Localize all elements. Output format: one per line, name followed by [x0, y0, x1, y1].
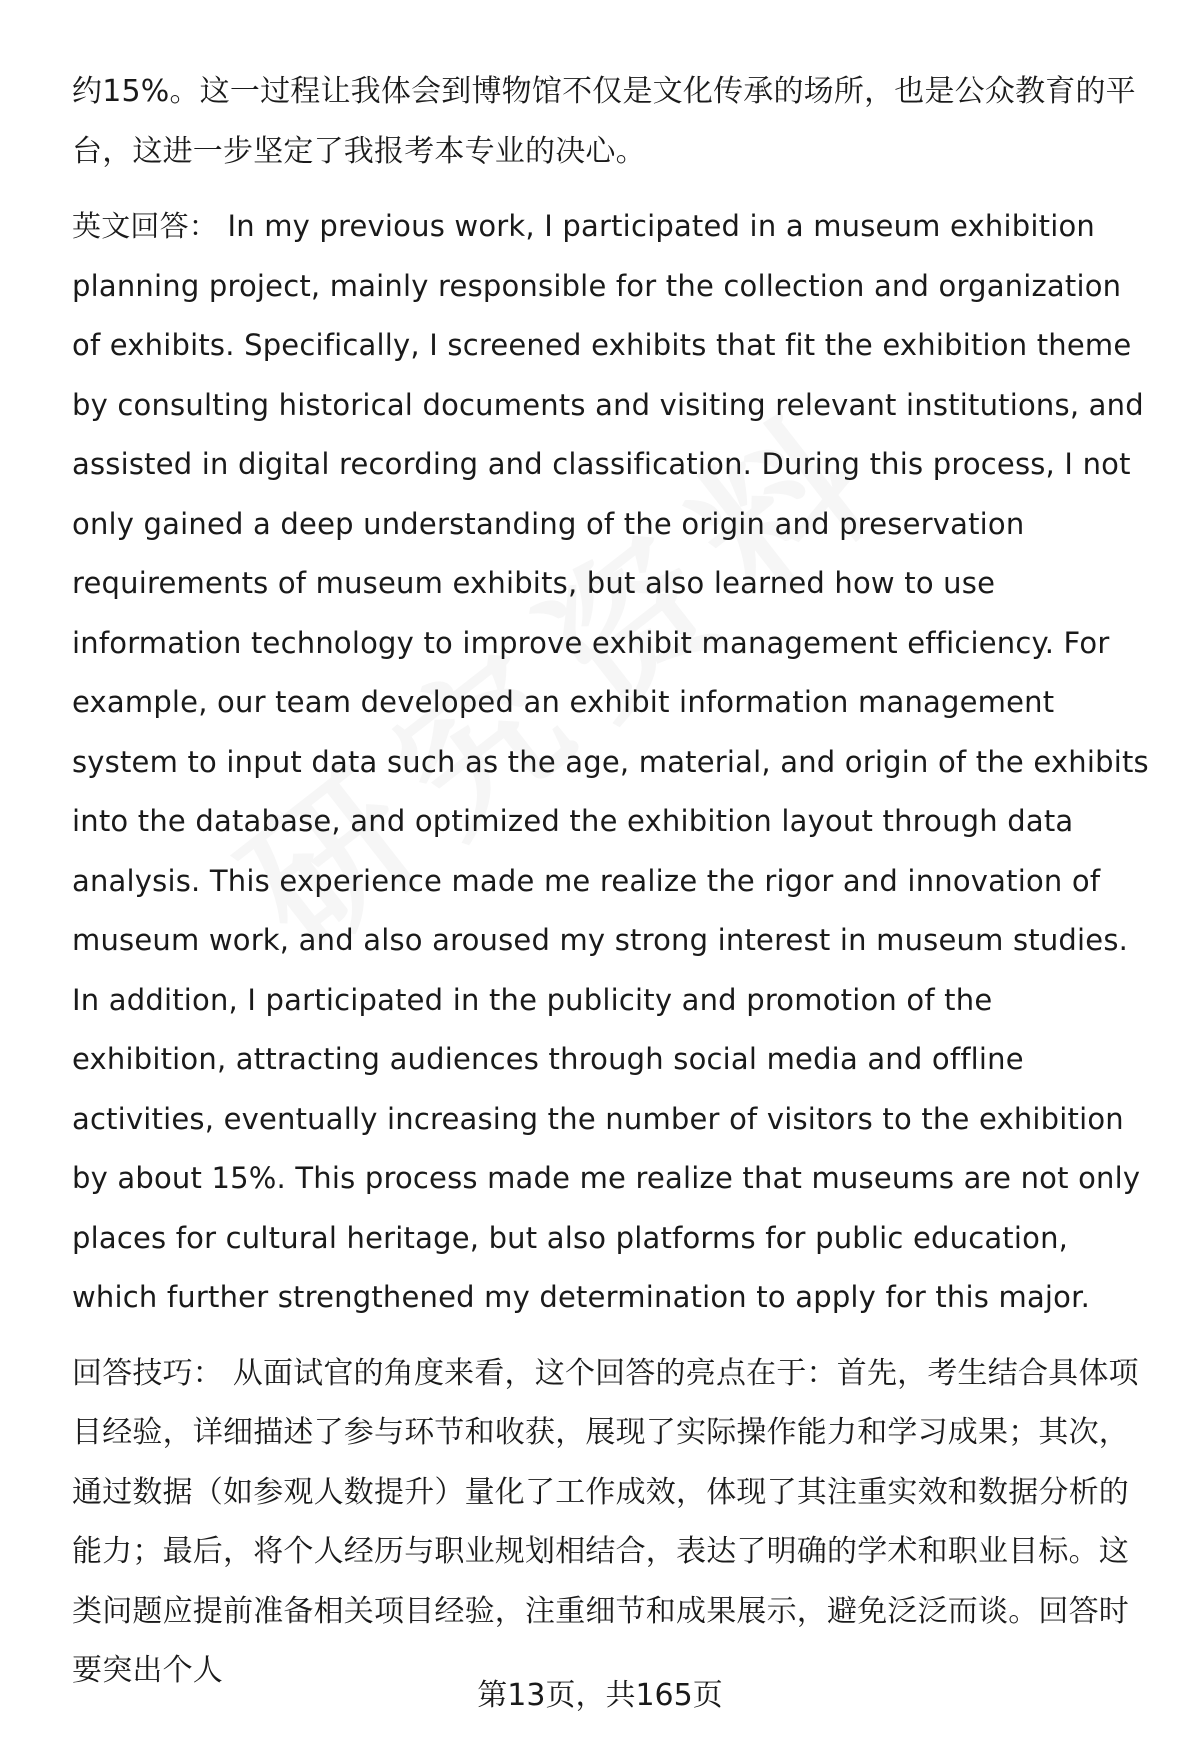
- answer-tips-text: 从面试官的角度来看，这个回答的亮点在于：首先，考生结合具体项目经验，详细描述了参与环节和收获，展现了实际操作能力和学习成果；其次，通过数据（如参观人数提升）量化了工作成效，体现了其注重实效和数据分析的能力；最后，将个人经历与职业规划相结合，表达了明确的学术和职业目标。这类问题应提前准备相关项目经验，注重细节和成果展示，避免泛泛而谈。回答时要突出个人: [72, 1355, 1139, 1688]
- page-number: 第13页，共165页: [477, 1678, 723, 1713]
- english-answer-label: 英文回答：: [72, 209, 219, 243]
- english-answer-paragraph: [72, 197, 1152, 1328]
- chinese-answer-continuation: 约15%。这一过程让我体会到博物馆不仅是文化传承的场所，也是公众教育的平台，这进一步坚定了我报考本专业的决心。: [72, 74, 1136, 169]
- english-answer-text: In my previous work, I participated in a museum exhibition planning project, mainly responsible for the collection and organization of exhibits. Specifically, I screened exhibits that fit the exhibition theme by consulting historical documents and visiting relevant institutions, and assisted in digital recording and classification. During this process, I not only gained a deep understanding of the origin and preservation requirements of museum exhibits, but also learned how to use information technology to improve exhibit management efficiency. For example, our team developed an exhibit information management system to input data such as the age, material, and origin of the exhibits into the database, and optimized the exhibition layout through data analysis. This experience made me realize the rigor and innovation of museum work, and also aroused my strong interest in museum studies. In addition, I participated in the publicity and promotion of the exhibition, attracting audiences through social media and offline activities, eventually increasing the number of visitors to the exhibition by about 15%. This process made me realize that museums are not only places for cultural heritage, but also platforms for public education, which further strengthened my determination to apply for this major.: [72, 209, 1149, 1314]
- page-content: [72, 62, 1152, 1701]
- answer-tips-paragraph: [72, 1344, 1152, 1701]
- answer-tips-label: 回答技巧：: [72, 1355, 223, 1391]
